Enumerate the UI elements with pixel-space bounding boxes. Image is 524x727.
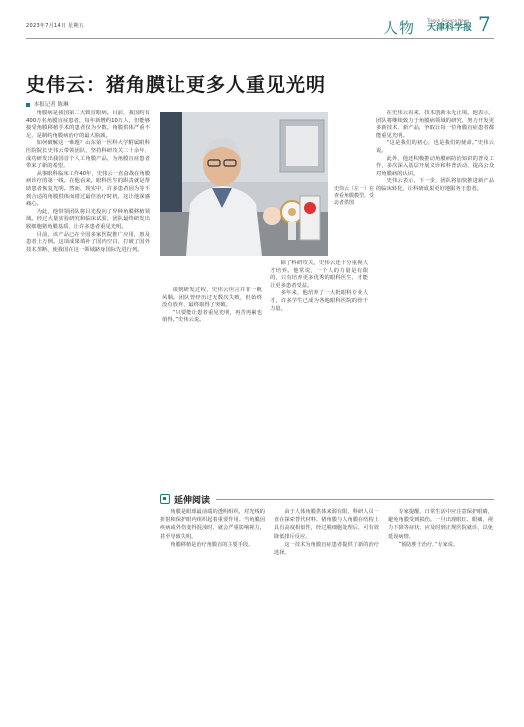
article-photo [160, 112, 328, 256]
paragraph: 从事眼科临床工作40年，史伟云一直奋战在角膜病诊疗的第一线。在他看来，眼科医生的职责就是帮助患者恢复光明。然而，现实中，许多患者因为等不到合适的角膜供体而错过最佳治疗时机，这让他深感痛心。 [26, 170, 150, 208]
paragraph: 角膜是眼球最前端的透明组织，对光线的折射和保护眼内组织起着重要作用。当角膜因疾病或外伤变得混浊时，就会严重影响视力，甚至导致失明。 [160, 509, 265, 540]
paragraph: 为此，他带领团队将目光投向了异种角膜移植领域。经过大量实验研究和临床试验，团队最终研发出脱细胞猪角膜基质，让许多患者重见光明。 [26, 208, 150, 230]
page-header [0, 0, 524, 44]
paragraph: 由于人体角膜供体来源有限，科研人员一直在探索替代材料。猪角膜与人角膜在结构上具有高度相似性，经过脱细胞处理后，可有效降低排斥反应。 [274, 509, 379, 540]
masthead-chinese: 天津科学报 [427, 23, 473, 33]
article-column-2a [162, 287, 262, 492]
section-title: 人物 [383, 19, 416, 37]
byline-marker-icon [26, 103, 30, 107]
paragraph: 谈到研发过程，史伟云坦言并非一帆风顺。团队曾经历过无数次失败，但始终没有放弃，最终取得了突破。 [162, 287, 262, 309]
paragraph: “这是我们的初心，也是我们的使命。”史伟云说。 [376, 140, 494, 154]
paragraph: 目前，该产品已在全国多家医院推广应用，惠及患者上万例。这项成果填补了国内空白，打破了国外技术垄断，使我国在这一领域跻身国际先进行列。 [26, 231, 150, 253]
extended-reading-divider [216, 499, 494, 500]
paragraph: 此外，他还积极推动角膜病防治知识的普及工作，多次深入基层开展义诊和科普活动，提高公众对角膜病的认识。 [376, 155, 494, 177]
paragraph: “只要能让患者重见光明，再苦再累也值得。”史伟云说。 [162, 309, 262, 324]
article-column-3 [376, 110, 494, 492]
article-column-2b [270, 260, 368, 492]
article-headline: 史伟云：猪角膜让更多人重见光明 [26, 74, 327, 96]
masthead-english: Tianjin Science News [427, 18, 470, 23]
newspaper-masthead [427, 18, 473, 36]
extended-reading-icon [160, 494, 170, 504]
extended-column-2 [274, 508, 379, 704]
paragraph: 除了科研攻关，史伟云还十分重视人才培养。他常说，一个人的力量是有限的，只有培养更多优秀的眼科医生，才能让更多患者受益。 [270, 260, 368, 289]
extended-reading-label: 延伸阅读 [174, 496, 211, 506]
photo-illustration [160, 112, 328, 256]
paragraph: 角膜移植是治疗角膜盲的主要手段。 [170, 541, 254, 548]
paragraph: “预防胜于治疗。”专家说。 [398, 541, 459, 548]
paragraph: 这一技术为角膜盲症患者提供了新的治疗选择。 [274, 541, 379, 557]
issue-date: 2023年7月14日 星期五 [26, 23, 85, 29]
paragraph: 如何破解这一难题？山东第一医科大学附属眼科医院院长史伟云带领团队，坚持科研攻关二十余年，成功研发出我国首个人工角膜产品，为角膜盲症患者带来了新的希望。 [26, 140, 150, 170]
photo-caption: 史伟云（左一）在查看角膜模型。受访者供图 [334, 186, 375, 206]
page-number: 7 [478, 12, 491, 36]
paragraph: 在史伟云看来，技术创新永无止境。他表示，团队将继续致力于角膜病领域的研究，努力开发更多新技术、新产品，争取让每一位角膜盲症患者都能重见光明。 [376, 110, 494, 139]
article-column-1 [26, 110, 150, 702]
header-divider [26, 38, 494, 39]
extended-column-1 [160, 508, 265, 704]
extended-column-3 [388, 508, 493, 704]
paragraph: 角膜病是我国第二大致盲眼病。目前，我国约有400万名角膜盲症患者，每年新增约10万人，但能够接受角膜移植手术的患者仅为少数。角膜供体严重不足，是制约角膜病治疗的最大瓶颈。 [26, 110, 150, 139]
extended-reading-header [160, 492, 494, 506]
byline-text: 本报记者 陈琳 [33, 102, 69, 108]
paragraph: 史伟云表示，下一步，团队将加快推进新产品的临床转化，让科研成果更好地服务于患者。 [376, 178, 494, 192]
paragraph: 多年来，他培养了一大批眼科专业人才，许多学生已成为各地眼科医院的骨干力量。 [270, 290, 368, 312]
article-byline [26, 100, 69, 108]
paragraph: 专家提醒，日常生活中应注意保护眼睛，避免角膜受到损伤。一旦出现眼红、眼痛、视力下降等症状，应及时到正规医院就诊，以免延误病情。 [388, 509, 493, 540]
